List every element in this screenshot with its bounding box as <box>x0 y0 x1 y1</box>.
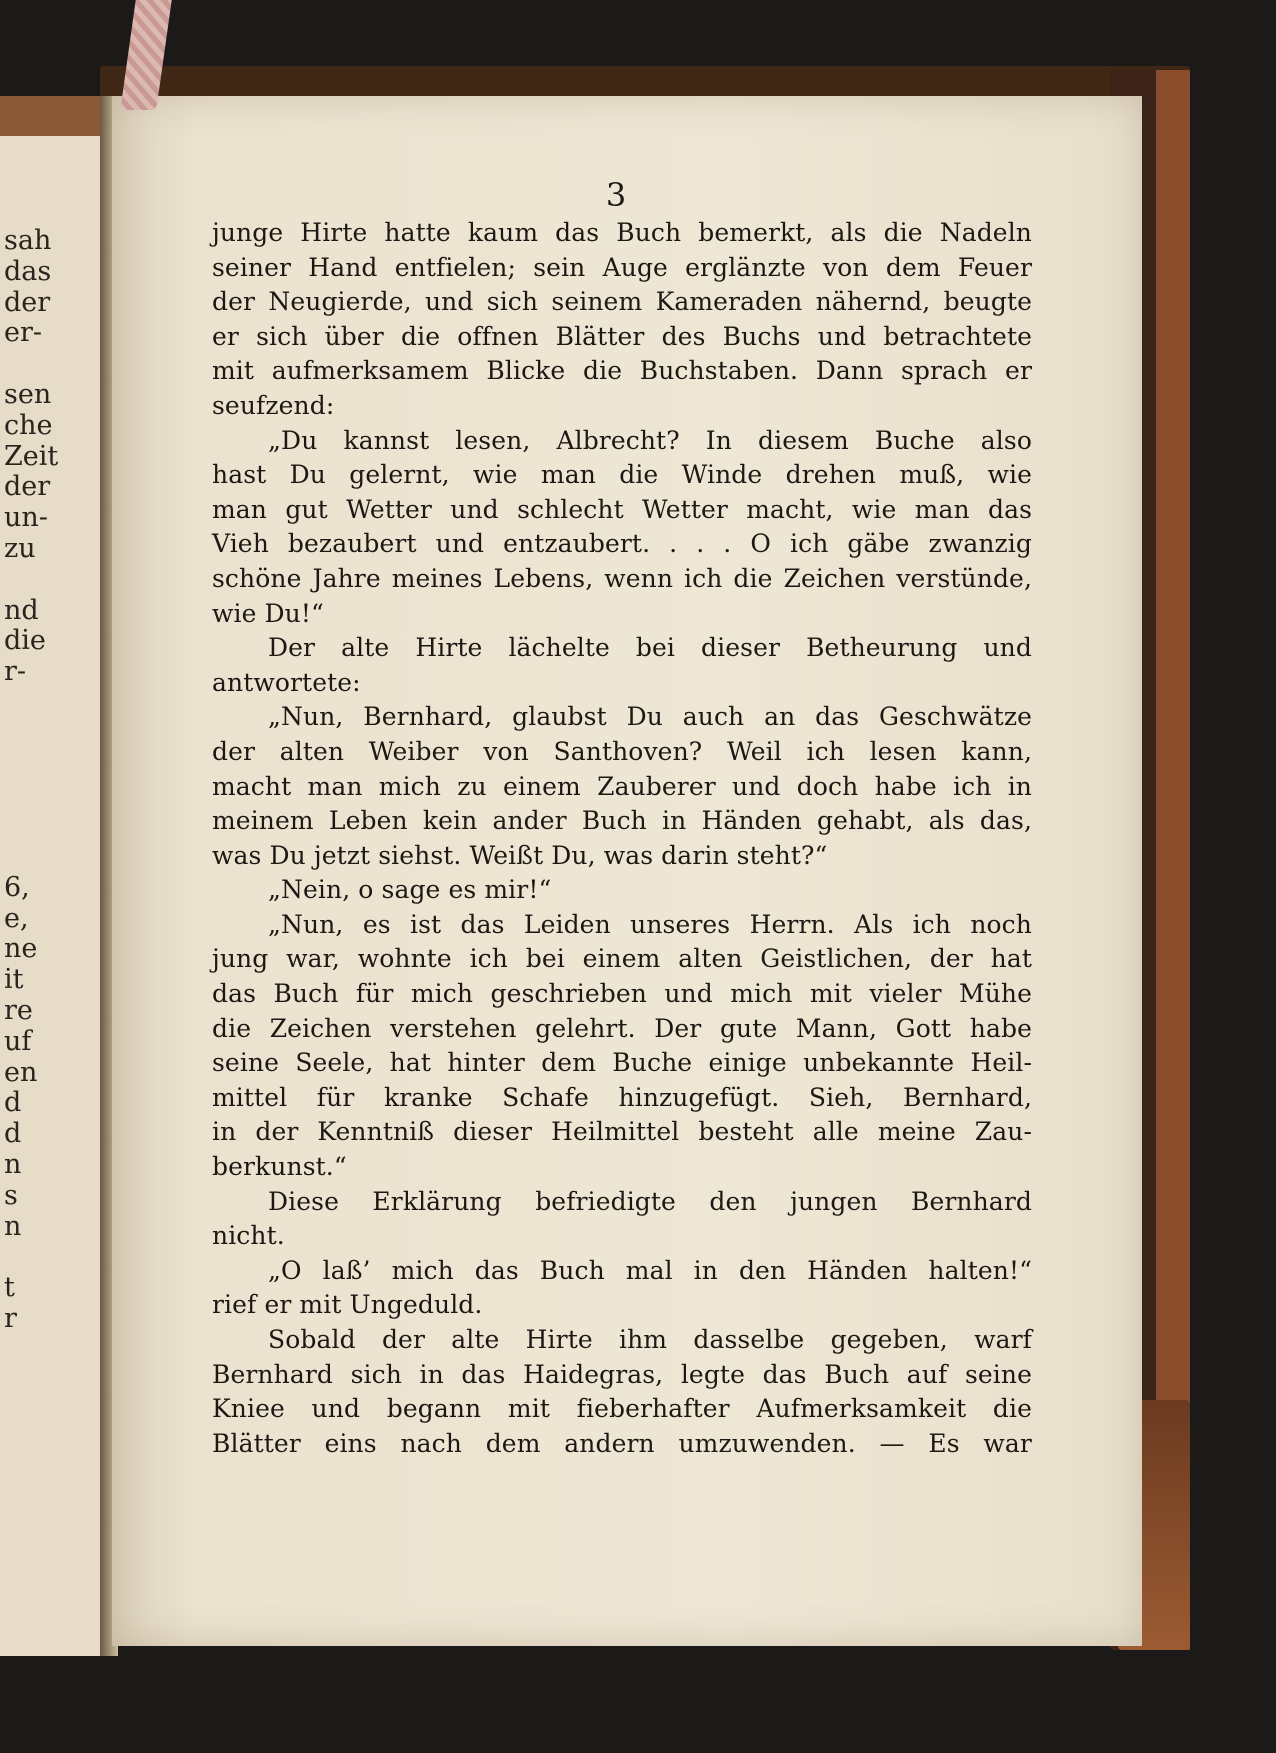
left-fragment: sen <box>4 379 52 410</box>
text-line: Sobald der alte Hirte ihm dasselbe gegeben, warf <box>268 1325 1032 1354</box>
left-fragment: sah <box>4 225 52 256</box>
text-line: er sich über die offnen Blätter des Buchs und betrachtete <box>212 321 1032 351</box>
left-fragment: n <box>4 1149 22 1180</box>
text-line: mittel für kranke Schafe hinzugefügt. Sieh, Bernhard, <box>212 1082 1032 1112</box>
left-fragment: die <box>4 625 46 657</box>
text-line: „Nun, es ist das Leiden unseres Herrn. Als ich noch <box>268 909 1032 939</box>
text-line: mit aufmerksamem Blicke die Buchstaben. Dann sprach er <box>212 356 1032 386</box>
text-line: man gut Wetter und schlecht Wetter macht, wie man das <box>212 494 1032 524</box>
left-fragment: der <box>4 471 51 503</box>
left-fragment: en <box>4 1056 38 1088</box>
left-fragment: ne <box>4 933 38 965</box>
text-line: antwortete: <box>212 667 361 697</box>
text-line: seine Seele, hat hinter dem Buche einige unbekannte Heil- <box>212 1048 1032 1078</box>
text-line: der alten Weiber von Santhoven? Weil ich lesen kann, <box>212 736 1032 766</box>
left-page <box>0 96 112 1656</box>
left-fragment: r- <box>4 656 27 688</box>
left-fragment: d <box>4 1118 22 1150</box>
text-line: was Du jetzt siehst. Weißt Du, was darin steht?“ <box>212 840 828 870</box>
left-fragment: 6, <box>4 871 30 903</box>
left-fragment: der <box>4 286 51 318</box>
text-line: berkunst.“ <box>212 1152 347 1182</box>
text-line: seufzend: <box>212 390 335 420</box>
left-fragment: nd <box>4 594 39 626</box>
left-fragment: d <box>4 1087 22 1119</box>
text-line: jung war, wohnte ich bei einem alten Geistlichen, der hat <box>212 944 1032 974</box>
text-line: macht man mich zu einem Zauberer und doch habe ich in <box>212 771 1032 801</box>
page-number: 3 <box>605 176 627 214</box>
text-line: Kniee und begann mit fieberhafter Aufmerksamkeit die <box>212 1394 1032 1424</box>
left-fragment: e, <box>4 902 29 934</box>
text-line: „Nun, Bernhard, glaubst Du auch an das Geschwätze <box>268 702 1032 732</box>
left-fragment: er- <box>4 317 43 349</box>
text-line: seiner Hand entfielen; sein Auge erglänzte von dem Feuer <box>212 252 1032 282</box>
text-line: das Buch für mich geschrieben und mich mit vieler Mühe <box>212 979 1032 1009</box>
left-fragment: t <box>4 1272 15 1304</box>
text-line: „Du kannst lesen, Albrecht? In diesem Buche also <box>268 425 1032 455</box>
left-fragment: un- <box>4 502 48 534</box>
text-line: schöne Jahre meines Lebens, wenn ich die Zeichen verstünde, <box>212 563 1032 593</box>
left-fragment: it <box>4 964 24 996</box>
left-fragment: s <box>4 1179 18 1211</box>
text-line: Blätter eins nach dem andern umzuwenden. — Es war <box>212 1428 1032 1458</box>
page-text <box>212 216 1032 1461</box>
text-line: wie Du!“ <box>212 598 324 628</box>
text-line: „O laß’ mich das Buch mal in den Händen halten!“ <box>268 1255 1032 1285</box>
left-fragment: che <box>4 409 53 441</box>
left-fragment: das <box>4 255 52 287</box>
left-fragment: re <box>4 995 33 1026</box>
text-line: Der alte Hirte lächelte bei dieser Betheurung und <box>268 633 1032 663</box>
text-line: junge Hirte hatte kaum das Buch bemerkt, als die Nadeln <box>212 218 1032 247</box>
left-fragment: n <box>4 1210 22 1242</box>
text-line: der Neugierde, und sich seinem Kameraden nähernd, beugte <box>212 287 1032 317</box>
left-fragment: uf <box>4 1025 32 1057</box>
text-line: Bernhard sich in das Haidegras, legte das Buch auf seine <box>212 1359 1032 1389</box>
text-line: nicht. <box>212 1221 285 1251</box>
text-line: Diese Erklärung befriedigte den jungen Bernhard <box>268 1186 1032 1216</box>
text-line: rief er mit Ungeduld. <box>212 1290 483 1320</box>
text-line: in der Kenntniß dieser Heilmittel besteht alle meine Zau- <box>212 1117 1032 1147</box>
text-line: die Zeichen verstehen gelehrt. Der gute Mann, Gott habe <box>212 1013 1032 1043</box>
cover-top-edge <box>100 66 1190 98</box>
text-line: hast Du gelernt, wie man die Winde drehen muß, wie <box>212 460 1032 490</box>
text-line: „Nein, o sage es mir!“ <box>268 875 552 905</box>
binding-top <box>0 96 112 136</box>
left-fragment: zu <box>4 533 36 564</box>
text-line: Vieh bezaubert und entzaubert. . . . O ich gäbe zwanzig <box>212 529 1032 559</box>
text-line: meinem Leben kein ander Buch in Händen gehabt, als das, <box>212 806 1032 836</box>
left-fragment: Zeit <box>4 440 59 472</box>
left-fragment: r <box>4 1303 17 1334</box>
